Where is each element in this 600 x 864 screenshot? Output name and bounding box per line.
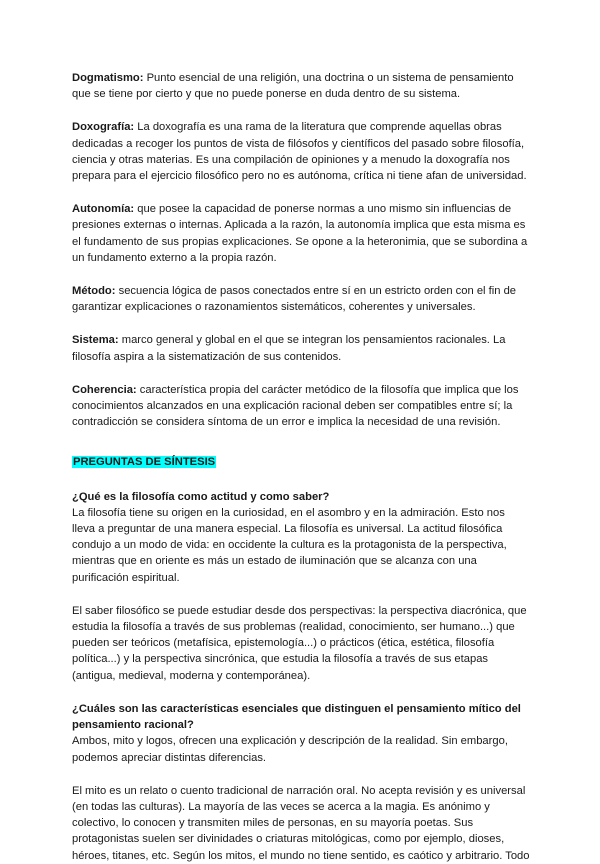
definition-text: marco general y global en el que se integran los pensamientos racionales. La filosofía aspira a la sistematización de sus contenidos.: [72, 334, 506, 363]
definition-term: Sistema:: [72, 334, 119, 347]
definition-dogmatismo: [72, 70, 530, 102]
definition-text: La doxografía es una rama de la literatura que comprende aquellas obras dedicadas a recoger los puntos de vista de filósofos y científicos del pasado sobre filosofía, ciencia y otras materias. Es una compilación de opiniones y a menudo la doxografía nos prepara para el ejercicio filosófico pero no es autónoma, crítica ni tiene afan de universidad.: [72, 121, 527, 183]
definition-term: Método:: [72, 285, 116, 298]
definition-term: Doxografía:: [72, 121, 135, 134]
definition-term: Autonomía:: [72, 203, 135, 216]
definition-metodo: [72, 283, 530, 315]
definition-term: Coherencia:: [72, 383, 137, 396]
answer-1-paragraph-2: El saber filosófico se puede estudiar desde dos perspectivas: la perspectiva diacrónica, que estudia la filosofía a través de sus problemas (realidad, conocimiento, ser humano...) que pueden ser teóricos (metafísica, epistemología...) o prácticos (ética, estética, filosofía política...) y la perspectiva sincrónica, que estudia la filosofía a través de sus etapas (antigua, medieval, moderna y contemporánea).: [72, 604, 527, 682]
section-heading-wrap: [72, 454, 530, 470]
definition-sistema: [72, 332, 530, 364]
definition-text: que posee la capacidad de ponerse normas a uno mismo sin influencias de presiones externas o internas. Aplicada a la razón, la autonomía implica que esta misma es el fundamento de sus propias explicaciones. Se opone a la heteronimia, que se subordina a un fundamento externo a la propia razón.: [72, 203, 528, 264]
definition-autonomia: [72, 201, 530, 266]
answer-2-paragraph-1: Ambos, mito y logos, ofrecen una explicación y descripción de la realidad. Sin embargo, podemos apreciar distintas diferencias.: [72, 735, 508, 764]
answer-1-paragraph-1: La filosofía tiene su origen en la curiosidad, en el asombro y en la admiración. Esto nos lleva a preguntar de una manera especial. La filosofía es universal. La actitud filosófica condujo a un modo de vida: en occidente la cultura es la protagonista de la perspectiva, mientras que en oriente es más un estado de iluminación que se alcanza con una purificación espiritual.: [72, 506, 507, 584]
definition-term: Dogmatismo:: [72, 72, 144, 84]
question-1: ¿Qué es la filosofía como actitud y como saber?: [72, 490, 330, 503]
question-2: ¿Cuáles son las características esenciales que distinguen el pensamiento mítico del pensamiento racional?: [72, 702, 521, 732]
section-heading: PREGUNTAS DE SÍNTESIS: [73, 456, 216, 469]
definition-text: característica propia del carácter metódico de la filosofía que implica que los conocimientos alcanzados en una explicación racional deben ser compatibles entre sí; la contradicción se considera síntoma de un error e implica la necesidad de una revisión.: [72, 383, 519, 429]
definition-text: secuencia lógica de pasos conectados entre sí en un estricto orden con el fin de garantizar explicaciones o razonamientos sistemáticos, coherentes y universales.: [72, 285, 517, 314]
answer-2-paragraph-2: El mito es un relato o cuento tradicional de narración oral. No acepta revisión y es universal (en todas las culturas). La mayoría de las veces se acerca a la magia. Es anónimo y colectivo, lo conocen y transmiten miles de personas, en su mayoría poetas. Sus protagonistas suelen ser divinidades o criaturas mitológicas, como por ejemplo, dioses, héroes, titanes, etc. Según los mitos, el mundo no tiene sentido, es caótico y arbitrario. Todo: [72, 784, 530, 862]
definition-coherencia: [72, 382, 530, 431]
definition-text: Punto esencial de una religión, una doctrina o un sistema de pensamiento que se tiene por cierto y que no puede ponerse en duda dentro de su sistema.: [72, 72, 514, 101]
definition-doxografia: [72, 119, 530, 184]
